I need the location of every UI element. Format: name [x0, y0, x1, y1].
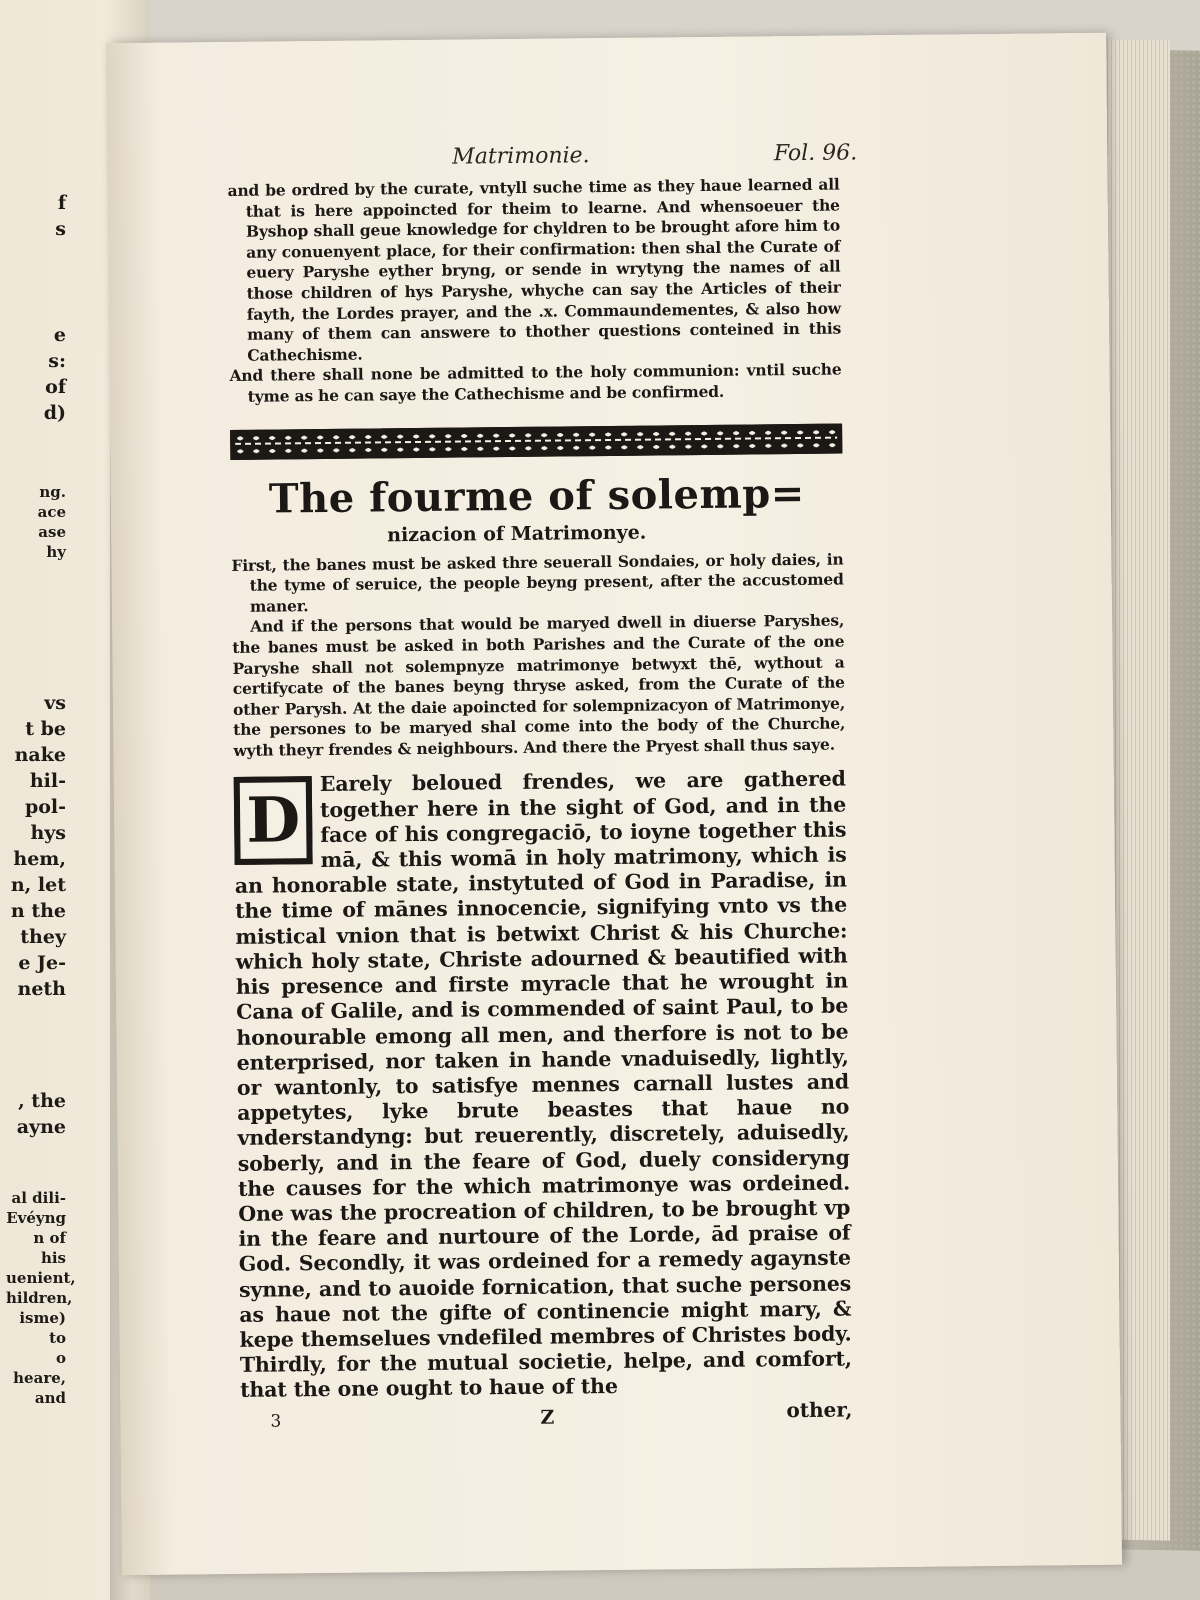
facing-text: Evéyng: [6, 1209, 66, 1227]
facing-page-fragments-e: [6, 1188, 76, 1408]
facing-text: pol-: [24, 796, 66, 818]
facing-text: n the: [10, 900, 66, 922]
facing-text: vs: [44, 692, 66, 714]
facing-text: uenient,: [6, 1269, 76, 1287]
facing-text: ase: [38, 523, 66, 541]
page-content: [227, 140, 858, 1438]
facing-text: s: [55, 218, 66, 240]
facing-text: hys: [30, 822, 66, 844]
facing-text: , the: [18, 1090, 66, 1112]
facing-text: s:: [48, 350, 66, 372]
running-title: Matrimonie.: [452, 143, 590, 170]
facing-text: hy: [46, 543, 66, 561]
facing-text: nake: [14, 744, 66, 766]
facing-text: and: [34, 1389, 66, 1407]
facing-text: t be: [25, 718, 66, 740]
facing-text: al dili-: [11, 1189, 66, 1207]
facing-text: o heare,: [13, 1349, 66, 1387]
facing-text: f: [57, 192, 66, 214]
facing-text: hildren,: [6, 1289, 73, 1307]
facing-text: e: [53, 324, 66, 346]
rubric-banns: First, the banes must be asked thre seuerall Sondaies, or holy daies, in the tyme of seruice, the people beyng present, after the accustomed maner.: [231, 549, 844, 616]
facing-text: ace: [37, 503, 66, 521]
running-head: [227, 140, 858, 181]
initial-letter: D: [240, 783, 307, 860]
facing-page-fragments-a: [6, 190, 66, 426]
facing-text: hem,: [13, 848, 66, 870]
facing-text: neth: [17, 978, 66, 1000]
section-title: The fourme of solemp=: [268, 469, 805, 523]
intro-paragraph: and be ordred by the curate, vntyll suche time as they haue learned all that is here appoincted for theim to learne. And whensoeuer the Byshop shall geue knowledge for chyldren to be brought afore him to any conuenyent place, for their confirmation: then shal the Curate of euery Paryshe eyther bryng, or sende in wrytyng the names of all those children of hys Paryshe, whyche can say the Articles of their fayth, the Lordes prayer, and the .x. Commaundementes, & also how many of them can answere to thother questions conteined in this Cathechisme.: [227, 174, 842, 365]
facing-page-fragments-b: [6, 482, 66, 562]
signature-mark: Z: [540, 1406, 555, 1429]
facing-text: they: [20, 926, 66, 948]
page-footer: [240, 1397, 853, 1437]
exhortation-body: Earely beloued frendes, we are gathered together here in the sight of God, and in the face of his congregaciō, to ioyne together this mā, & this womā in holy matrimony, which is an honorable state, instytuted of God in Paradise, in the time of mānes innocencie, signifying vnto vs the mistical vnion that is betwixt Christ & his Churche: which holy state, Christe adourned & beautified with his presence and firste myracle that he wrought in Cana of Galile, and is commended of saint Paul, to be honourable emong all men, and therfore is not to be enterprised, nor taken in hande vnaduisedly, lightly, or wantonly, to satisfye mennes carnall lustes and appetytes, lyke brute beastes that haue no vnderstandyng: but reuerently, discretely, aduisedly, soberly, and in the feare of God, duely consideryng the causes for the which matrimonye was ordeined. One was the procreation of children, to be brought vp in the feare and nurtoure of the Lorde, ād praise of God. Secondly, it was ordeined for a remedy agaynste synne, and to auoide fornication, that suche persones as haue not the gifte of continencie might mary, & kepe themselues vndefiled membres of Christes body. Thirdly, for the mutual societie, helpe, and comfort, that the one ought to haue of the: [234, 766, 852, 1403]
rubric-parishes: And if the persons that would be maryed dwell in diuerse Paryshes, the banes must be asked in both Parishes and the Curate of the one Paryshe shall not solempnyze matrimonye betwyxt thē, wythout a certifycate of the banes beyng thryse asked, from the Curate of the other Parysh. At the daie apoincted for solempnizacyon of Matrimonye, the persones to be maryed shal come into the body of the Churche, wyth theyr frendes & neighbours. And there the Pryest shall thus saye.: [232, 610, 846, 760]
facing-text: isme) to: [19, 1309, 66, 1347]
decorated-initial: [234, 777, 313, 866]
intro-last-paragraph: And there shall none be admitted to the holy communion: vntil suche tyme as he can saye the Cathechisme and be confirmed.: [229, 359, 842, 406]
facing-text: n, let: [10, 874, 66, 896]
facing-text: ng.: [39, 483, 66, 501]
facing-text: of: [45, 376, 66, 398]
catchword: other,: [786, 1397, 853, 1422]
facing-text: e Je-: [18, 952, 66, 974]
book-page: [106, 33, 1122, 1575]
exhortation-text: [234, 767, 853, 1403]
facing-page-fragments-d: [6, 1088, 66, 1140]
facing-text: hil-: [29, 770, 66, 792]
folio-number: Fol. 96.: [773, 140, 858, 167]
signature-number: 3: [270, 1411, 282, 1432]
section-subtitle: nizacion of Matrimonye.: [387, 521, 647, 546]
facing-page-fragments-c: [6, 690, 66, 1002]
facing-text: d): [43, 402, 66, 424]
facing-text: n of his: [33, 1229, 66, 1267]
facing-text: ayne: [16, 1116, 66, 1138]
ornamental-border: [230, 423, 842, 459]
